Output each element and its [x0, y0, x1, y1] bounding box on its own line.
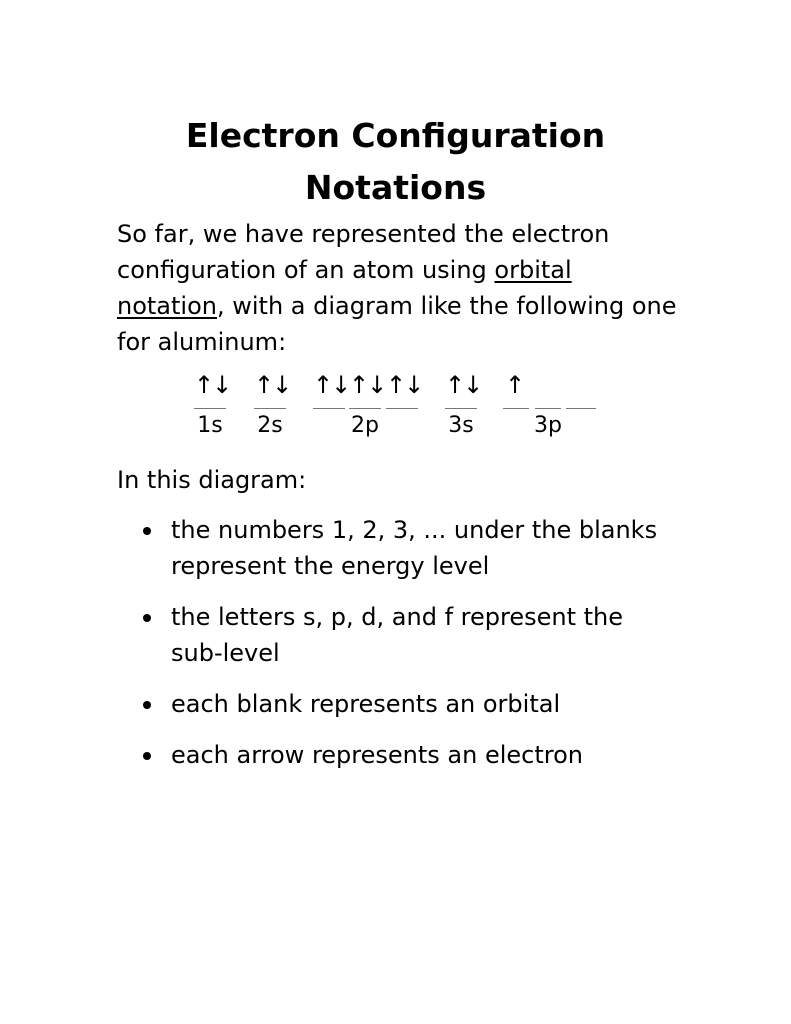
bullet-dot-icon — [143, 614, 151, 622]
diagram-intro: In this diagram: — [117, 466, 307, 494]
intro-line-3 — [117, 288, 697, 324]
list-item-line-2: sub-level — [171, 639, 280, 667]
sublevel-label-2s: 2s — [257, 413, 283, 438]
electron-arrows: ↑↓ — [386, 371, 423, 399]
sublevel-label-3p: 3p — [534, 413, 562, 438]
orbital-blank — [349, 408, 381, 409]
orbital-3p-1 — [503, 370, 535, 412]
orbital-2p-3 — [386, 370, 423, 412]
orbital-blank — [535, 408, 561, 409]
orbital-blank — [254, 408, 286, 409]
bullet-dot-icon — [143, 701, 151, 709]
electron-arrows: ↑↓ — [313, 371, 350, 399]
orbital-blank — [313, 408, 345, 409]
orbital-1s — [194, 370, 231, 412]
orbital-blank — [445, 408, 477, 409]
list-item-line-1: each arrow represents an electron — [171, 741, 583, 769]
orbital-3s — [445, 370, 482, 412]
list-item — [140, 512, 700, 584]
orbital-3p-3 — [566, 370, 598, 412]
orbital-blank — [566, 408, 596, 409]
list-item — [140, 737, 700, 773]
list-item-line-1: each blank represents an orbital — [171, 690, 561, 718]
orbital-3p-2 — [535, 370, 567, 412]
sublevel-label-1s: 1s — [197, 413, 223, 438]
page-title-line-2: Notations — [304, 168, 487, 207]
list-item-line-1: the letters s, p, d, and f represent the — [171, 603, 623, 631]
orbital-2p-2 — [349, 370, 386, 412]
underlined-term-notation: notation — [117, 292, 217, 320]
list-item-line-2: represent the energy level — [171, 552, 490, 580]
list-item — [140, 686, 700, 722]
orbital-blank — [503, 408, 529, 409]
intro-paragraph — [117, 216, 697, 360]
sublevel-label-2p: 2p — [351, 413, 379, 438]
orbital-diagram — [0, 370, 791, 450]
underlined-term-orbital: orbital — [494, 256, 572, 284]
sublevel-label-3s: 3s — [448, 413, 474, 438]
intro-line-1: So far, we have represented the electron — [117, 220, 610, 248]
bullet-dot-icon — [143, 527, 151, 535]
orbital-2p-1 — [313, 370, 350, 412]
electron-arrows: ↑↓ — [194, 371, 231, 399]
electron-arrows: ↑↓ — [445, 371, 482, 399]
intro-line-2 — [117, 252, 697, 288]
bullet-dot-icon — [143, 752, 151, 760]
orbital-blank — [386, 408, 418, 409]
intro-line-4: for aluminum: — [117, 328, 287, 356]
electron-arrows: ↑↓ — [254, 371, 291, 399]
orbital-2s — [254, 370, 291, 412]
list-item-line-1: the numbers 1, 2, 3, ... under the blanks — [171, 516, 658, 544]
electron-arrows: ↑ — [505, 371, 524, 399]
orbital-blank — [194, 408, 226, 409]
intro-line-3-text: , with a diagram like the following one — [216, 292, 677, 320]
page-title-line-1: Electron Configuration — [185, 116, 606, 155]
electron-arrows: ↑↓ — [349, 371, 386, 399]
explanation-list — [140, 512, 700, 773]
list-item — [140, 599, 700, 671]
intro-line-2-text: configuration of an atom using — [117, 256, 495, 284]
